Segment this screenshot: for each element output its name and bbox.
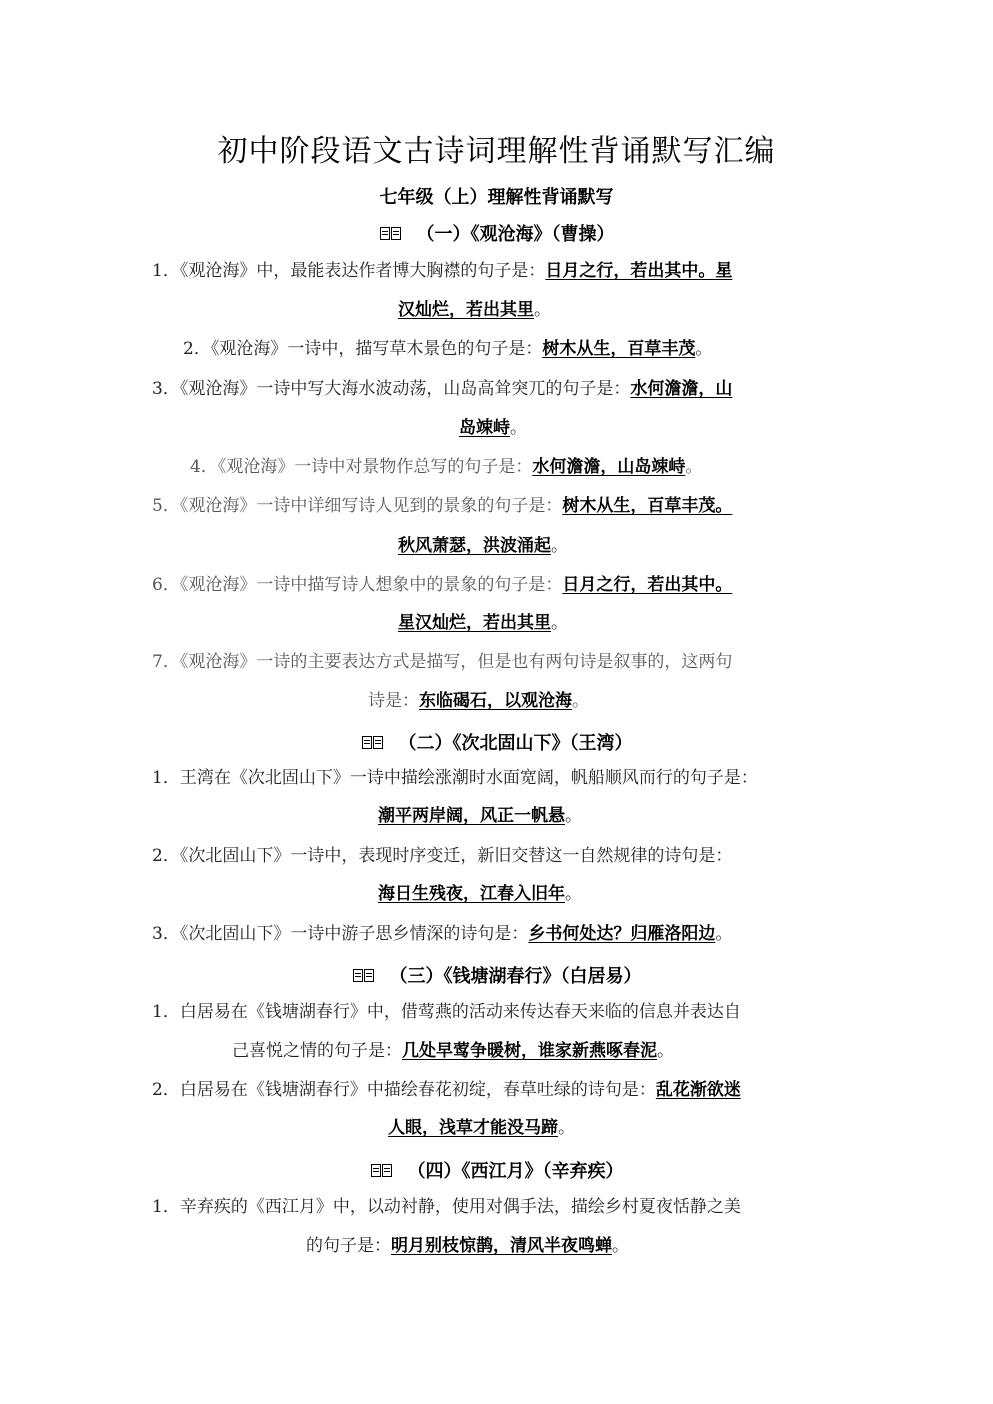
question-line: 潮平两岸阔，风正一帆悬。: [378, 806, 582, 826]
question-line: 1．王湾在《次北固山下》一诗中描绘涨潮时水面宽阔，帆船顺风而行的句子是：: [152, 768, 758, 788]
answer-text: 秋风萧瑟，洪波涌起: [398, 536, 551, 556]
question-line: 2．《次北固山下》一诗中，表现时序变迁，新旧交替这一自然规律的诗句是：: [152, 846, 733, 866]
answer-text: 明月别枝惊鹊，清风半夜鸣蝉: [391, 1236, 612, 1256]
answer-text: 汉灿烂，若出其里: [398, 300, 534, 320]
question-line: 5．《观沧海》一诗中详细写诗人见到的景象的句子是：树木从生，百草丰茂。: [152, 496, 733, 516]
question-line: 的句子是：明月别枝惊鹊，清风半夜鸣蝉。: [306, 1236, 629, 1256]
section-heading: （二）《次北固山下》（王湾）: [0, 729, 993, 755]
question-line: 2．白居易在《钱塘湖春行》中描绘春花初绽，春草吐绿的诗句是：乱花渐欲迷: [152, 1080, 741, 1100]
open-book-icon: [370, 1163, 394, 1179]
answer-text: 日月之行，若出其中。: [562, 575, 733, 595]
question-line: 己喜悦之情的句子是：几处早莺争暖树，谁家新燕啄春泥。: [232, 1041, 674, 1061]
section-heading: （三）《钱塘湖春行》（白居易）: [0, 962, 993, 988]
question-line: 4．《观沧海》一诗中对景物作总写的句子是：水何澹澹，山岛竦峙。: [190, 457, 703, 477]
question-line: 3．《观沧海》一诗中写大海水波动荡，山岛高耸突兀的句子是：水何澹澹，山: [152, 379, 733, 399]
question-line: 秋风萧瑟，洪波涌起。: [398, 536, 568, 556]
question-line: 2．《观沧海》一诗中，描写草木景色的句子是：树木从生，百草丰茂。: [183, 339, 713, 359]
answer-text: 几处早莺争暖树，谁家新燕啄春泥: [402, 1041, 657, 1061]
answer-text: 水何澹澹，山岛竦峙: [532, 457, 686, 477]
answer-text: 岛竦峙: [459, 418, 510, 438]
answer-text: 乡书何处达？归雁洛阳边: [528, 924, 716, 944]
open-book-icon: [379, 226, 403, 242]
question-line: 1．《观沧海》中，最能表达作者博大胸襟的句子是：日月之行，若出其中。星: [152, 261, 733, 281]
question-line: 诗是：东临碣石，以观沧海。: [368, 691, 589, 711]
question-line: 7．《观沧海》一诗的主要表达方式是描写，但是也有两句诗是叙事的，这两句: [152, 652, 733, 672]
open-book-icon: [352, 968, 376, 984]
question-line: 6．《观沧海》一诗中描写诗人想象中的景象的句子是：日月之行，若出其中。: [152, 575, 733, 595]
question-line: 1．辛弃疾的《西江月》中，以动衬静，使用对偶手法，描绘乡村夏夜恬静之美: [152, 1197, 741, 1217]
answer-text: 东临碣石，以观沧海: [419, 691, 572, 711]
answer-text: 树木从生，百草丰茂: [542, 339, 696, 359]
question-line: 3．《次北固山下》一诗中游子思乡情深的诗句是：乡书何处达？归雁洛阳边。: [152, 924, 733, 944]
document-title: 初中阶段语文古诗词理解性背诵默写汇编: [217, 134, 776, 169]
document-subtitle: 七年级（上）理解性背诵默写: [379, 187, 614, 208]
question-line: 海日生残夜，江春入旧年。: [378, 884, 582, 904]
answer-text: 人眼，浅草才能没马蹄: [388, 1118, 558, 1138]
question-line: 汉灿烂，若出其里。: [398, 300, 551, 320]
open-book-icon: [361, 735, 385, 751]
answer-text: 乱花渐欲迷: [655, 1080, 741, 1100]
answer-text: 水何澹澹，山: [630, 379, 733, 399]
answer-text: 树木从生，百草丰茂。: [562, 496, 733, 516]
section-heading: （四）《西江月》（辛弃疾）: [0, 1157, 993, 1183]
question-line: 星汉灿烂，若出其里。: [398, 613, 568, 633]
answer-text: 星汉灿烂，若出其里: [398, 613, 551, 633]
answer-text: 海日生残夜，江春入旧年: [378, 884, 565, 904]
section-heading: （一）《观沧海》（曹操）: [0, 220, 993, 246]
answer-text: 潮平两岸阔，风正一帆悬: [378, 806, 565, 826]
question-line: 岛竦峙。: [459, 418, 527, 438]
answer-text: 日月之行，若出其中。星: [545, 261, 733, 281]
question-line: 人眼，浅草才能没马蹄。: [388, 1118, 575, 1138]
question-line: 1．白居易在《钱塘湖春行》中，借莺燕的活动来传达春天来临的信息并表达自: [152, 1002, 741, 1022]
